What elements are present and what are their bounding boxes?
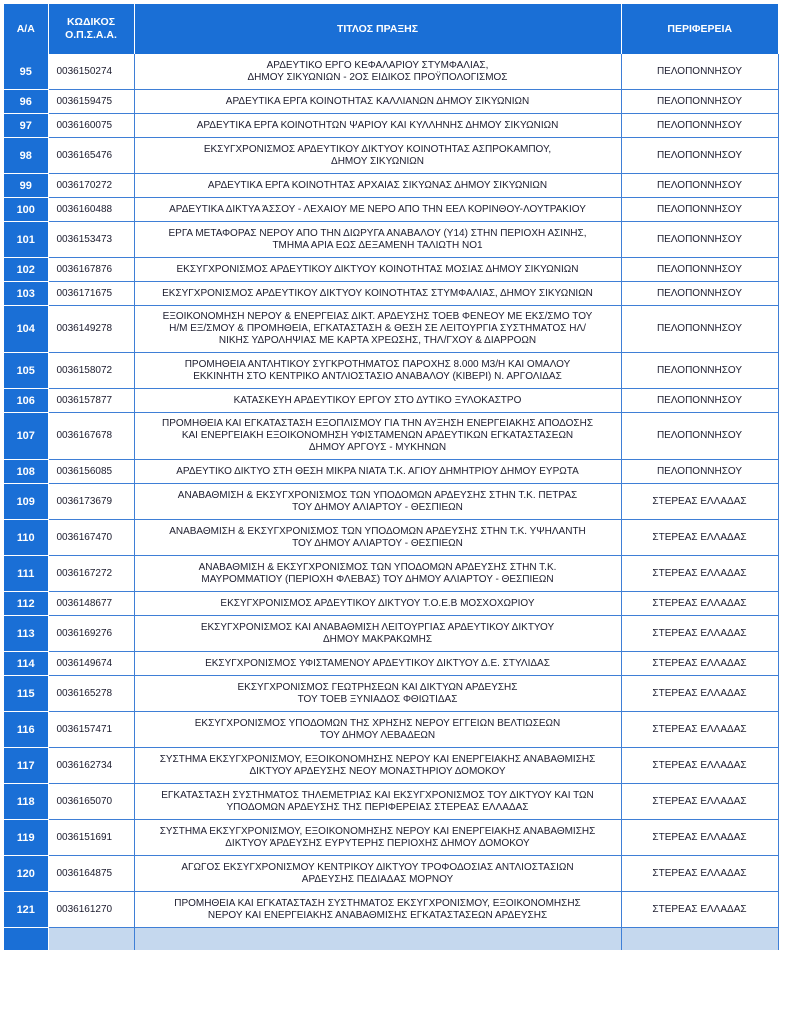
row-number: 109: [4, 484, 48, 520]
table-row: [4, 652, 778, 676]
row-title-line: ΑΡΔΕΥΣΗΣ ΠΕΔΙΑΔΑΣ ΜΟΡΝΟΥ: [301, 873, 454, 885]
row-region: ΣΤΕΡΕΑΣ ΕΛΛΑΔΑΣ: [621, 676, 778, 712]
row-title: [134, 389, 621, 413]
row-number: 99: [4, 174, 48, 198]
row-title: [134, 222, 621, 258]
row-title: [134, 520, 621, 556]
row-title-line: ΔΗΜΟΥ ΜΑΚΡΑΚΩΜΗΣ: [322, 633, 433, 645]
row-code: 0036157471: [48, 712, 134, 748]
row-title: [134, 90, 621, 114]
row-title-line: ΔΗΜΟΥ ΣΙΚΥΩΝΙΩΝ: [331, 155, 424, 167]
row-title: [134, 652, 621, 676]
table-row: [4, 114, 778, 138]
row-title-line: ΕΚΣΥΓΧΡΟΝΙΣΜΟΣ ΑΡΔΕΥΤΙΚΟΥ ΔΙΚΤΥΟΥ ΚΟΙΝΟΤΗΤΑΣ ΑΣΠΡΟΚΑΜΠΟΥ,: [203, 143, 552, 155]
table-row: [4, 222, 778, 258]
row-number: 105: [4, 353, 48, 389]
row-code: 0036159475: [48, 90, 134, 114]
row-title-line: ΑΡΔΕΥΤΙΚΑ ΕΡΓΑ ΚΟΙΝΟΤΗΤΩΝ ΨΑΡΙΟΥ ΚΑΙ ΚΥΛΛΗΝΗΣ ΔΗΜΟΥ ΣΙΚΥΩΝΙΩΝ: [196, 119, 559, 131]
row-title-line: ΕΡΓΑ ΜΕΤΑΦΟΡΑΣ ΝΕΡΟΥ ΑΠΟ ΤΗΝ ΔΙΩΡΥΓΑ ΑΝΑΒΑΛΟΥ (Y14) ΣΤΗΝ ΠΕΡΙΟΧΗ ΑΣΙΝΗΣ,: [168, 227, 587, 239]
header-code: [48, 4, 134, 54]
row-title: [134, 460, 621, 484]
row-title-line: ΕΚΚΙΝΗΤΗ ΣΤΟ ΚΕΝΤΡΙΚΟ ΑΝΤΛΙΟΣΤΑΣΙΟ ΑΝΑΒΑΛΟΥ (ΚΙΒΕΡΙ) Ν. ΑΡΓΟΛΙΔΑΣ: [193, 370, 562, 382]
row-title-line: ΕΚΣΥΓΧΡΟΝΙΣΜΟΣ ΑΡΔΕΥΤΙΚΟΥ ΔΙΚΤΥΟΥ ΚΟΙΝΟΤΗΤΑΣ ΣΤΥΜΦΑΛΙΑΣ, ΔΗΜΟΥ ΣΙΚΥΩΝΙΩΝ: [162, 287, 593, 299]
row-title: [134, 114, 621, 138]
table-row: [4, 306, 778, 353]
row-code: 0036149278: [48, 306, 134, 353]
row-title: [134, 676, 621, 712]
table-row: [4, 413, 778, 460]
row-number: 101: [4, 222, 48, 258]
row-number: 103: [4, 282, 48, 306]
row-title: [134, 820, 621, 856]
table-row: [4, 712, 778, 748]
row-code: 0036162734: [48, 748, 134, 784]
row-code: 0036157877: [48, 389, 134, 413]
table-row: [4, 748, 778, 784]
row-title-line: ΕΚΣΥΓΧΡΟΝΙΣΜΟΣ ΑΡΔΕΥΤΙΚΟΥ ΔΙΚΤΥΟΥ Τ.Ο.Ε.Β ΜΟΣΧΟΧΩΡΙΟΥ: [220, 597, 535, 609]
row-title-line: ΠΡΟΜΗΘΕΙΑ ΚΑΙ ΕΓΚΑΤΑΣΤΑΣΗ ΣΥΣΤΗΜΑΤΟΣ ΕΚΣΥΓΧΡΟΝΙΣΜΟΥ, ΕΞΟΙΚΟΝΟΜΗΣΗΣ: [174, 897, 581, 909]
row-code: 0036160488: [48, 198, 134, 222]
table-row: [4, 856, 778, 892]
table-row: [4, 282, 778, 306]
row-number: 118: [4, 784, 48, 820]
row-code: 0036164875: [48, 856, 134, 892]
row-title-line: ΔΗΜΟΥ ΑΡΓΟΥΣ - ΜΥΚΗΝΩΝ: [308, 442, 447, 453]
row-title-line: Η/Μ ΕΞ/ΣΜΟΥ & ΠΡΟΜΗΘΕΙΑ, ΕΓΚΑΤΑΣΤΑΣΗ & ΘΕΣΗ ΣΕ ΛΕΙΤΟΥΡΓΙΑ ΣΥΣΤΗΜΑΤΟΣ ΗΛ/: [169, 323, 586, 334]
row-title-line: ΔΙΚΤΥΟΥ ΆΡΔΕΥΣΗΣ ΕΥΡΥΤΕΡΗΣ ΠΕΡΙΟΧΗΣ ΔΗΜΟΥ ΔΟΜΟΚΟΥ: [225, 837, 530, 849]
row-title-line: ΕΚΣΥΓΧΡΟΝΙΣΜΟΣ ΥΦΙΣΤΑΜΕΝΟΥ ΑΡΔΕΥΤΙΚΟΥ ΔΙΚΤΥΟΥ Δ.Ε. ΣΤΥΛΙΔΑΣ: [205, 657, 550, 669]
table-row: [4, 353, 778, 389]
header-code-line1: ΚΩΔΙΚΟΣ: [66, 16, 116, 28]
row-title: [134, 616, 621, 652]
row-title-line: ΑΡΔΕΥΤΙΚΟ ΔΙΚΤΥΟ ΣΤΗ ΘΕΣΗ ΜΙΚΡΑ ΝΙΑΤΑ Τ.Κ. ΑΓΙΟΥ ΔΗΜΗΤΡΙΟΥ ΔΗΜΟΥ ΕΥΡΩΤΑ: [176, 465, 579, 477]
row-title: [134, 892, 621, 928]
row-title-line: ΥΠΟΔΟΜΩΝ ΑΡΔΕΥΣΗΣ ΤΗΣ ΠΕΡΙΦΕΡΕΙΑΣ ΣΤΕΡΕΑΣ ΕΛΛΑΔΑΣ: [226, 801, 529, 813]
header-code-line2: Ο.Π.Σ.Α.Α.: [65, 29, 117, 41]
row-title-line: ΔΗΜΟΥ ΣΙΚΥΩΝΙΩΝ - 2ΟΣ ΕΙΔΙΚΟΣ ΠΡΟΫΠΟΛΟΓΙΣΜΟΣ: [247, 71, 508, 83]
table-row: [4, 556, 778, 592]
table-row: [4, 484, 778, 520]
table-footer-row: [4, 928, 778, 951]
row-title-line: ΤΟΥ ΔΗΜΟΥ ΑΛΙΑΡΤΟΥ - ΘΕΣΠΙΕΩΝ: [292, 537, 463, 549]
row-number: 95: [4, 54, 48, 90]
table-row: [4, 258, 778, 282]
row-code: 0036169276: [48, 616, 134, 652]
row-region: ΣΤΕΡΕΑΣ ΕΛΛΑΔΑΣ: [621, 652, 778, 676]
row-code: 0036148677: [48, 592, 134, 616]
row-region: ΠΕΛΟΠΟΝΝΗΣΟΥ: [621, 90, 778, 114]
row-title-line: ΜΑΥΡΟΜΜΑΤΙΟΥ (ΠΕΡΙΟΧΗ ΦΛΕΒΑΣ) ΤΟΥ ΔΗΜΟΥ ΑΛΙΑΡΤΟΥ - ΘΕΣΠΙΕΩΝ: [201, 573, 554, 585]
row-code: 0036167272: [48, 556, 134, 592]
row-number: 108: [4, 460, 48, 484]
row-title: [134, 748, 621, 784]
table-row: [4, 592, 778, 616]
row-title: [134, 413, 621, 460]
row-title-line: ΕΚΣΥΓΧΡΟΝΙΣΜΟΣ ΥΠΟΔΟΜΩΝ ΤΗΣ ΧΡΗΣΗΣ ΝΕΡΟΥ ΕΓΓΕΙΩΝ ΒΕΛΤΙΩΣΕΩΝ: [194, 717, 561, 729]
row-code: 0036170272: [48, 174, 134, 198]
row-number: 119: [4, 820, 48, 856]
row-region: ΣΤΕΡΕΑΣ ΕΛΛΑΔΑΣ: [621, 556, 778, 592]
row-number: 106: [4, 389, 48, 413]
row-number: 111: [4, 556, 48, 592]
row-title-line: ΝΙΚΗΣ ΥΔΡΟΛΗΨΙΑΣ ΜΕ ΚΑΡΤΑ ΧΡΕΩΣΗΣ, ΤΗΛ/ΓΧΟΥ & ΔΙΑΡΡΟΩΝ: [218, 335, 537, 346]
row-title-line: ΝΕΡΟΥ ΚΑΙ ΕΝΕΡΓΕΙΑΚΗΣ ΑΝΑΒΑΘΜΙΣΗΣ ΕΓΚΑΤΑΣΤΑΣΕΩΝ ΑΡΔΕΥΣΗΣ: [207, 909, 548, 921]
row-code: 0036153473: [48, 222, 134, 258]
row-title: [134, 592, 621, 616]
row-number: 96: [4, 90, 48, 114]
table-row: [4, 784, 778, 820]
row-title-line: ΚΑΙ ΕΝΕΡΓΕΙΑΚΗ ΕΞΟΙΚΟΝΟΜΗΣΗ ΥΦΙΣΤΑΜΕΝΩΝ ΑΡΔΕΥΤΙΚΩΝ ΕΓΚΑΤΑΣΤΑΣΕΩΝ: [181, 430, 574, 441]
row-title-line: ΑΡΔΕΥΤΙΚΟ ΕΡΓΟ ΚΕΦΑΛΑΡΙΟΥ ΣΤΥΜΦΑΛΙΑΣ,: [266, 59, 489, 71]
footer-cell: [621, 928, 778, 951]
row-region: ΠΕΛΟΠΟΝΝΗΣΟΥ: [621, 222, 778, 258]
projects-table-container: [4, 4, 778, 950]
header-region: ΠΕΡΙΦΕΡΕΙΑ: [621, 4, 778, 54]
row-title-line: ΠΡΟΜΗΘΕΙΑ ΑΝΤΛΗΤΙΚΟΥ ΣΥΓΚΡΟΤΗΜΑΤΟΣ ΠΑΡΟΧΗΣ 8.000 Μ3/Η ΚΑΙ ΟΜΑΛΟΥ: [184, 358, 571, 370]
row-region: ΣΤΕΡΕΑΣ ΕΛΛΑΔΑΣ: [621, 616, 778, 652]
header-title: ΤΙΤΛΟΣ ΠΡΑΞΗΣ: [134, 4, 621, 54]
row-code: 0036161270: [48, 892, 134, 928]
row-title-line: ΤΟΥ ΔΗΜΟΥ ΛΕΒΑΔΕΩΝ: [319, 729, 436, 741]
row-region: ΠΕΛΟΠΟΝΝΗΣΟΥ: [621, 54, 778, 90]
row-region: ΠΕΛΟΠΟΝΝΗΣΟΥ: [621, 282, 778, 306]
table-row: [4, 616, 778, 652]
header-aa: Α/Α: [4, 4, 48, 54]
row-number: 104: [4, 306, 48, 353]
row-number: 98: [4, 138, 48, 174]
row-code: 0036165278: [48, 676, 134, 712]
row-region: ΣΤΕΡΕΑΣ ΕΛΛΑΔΑΣ: [621, 856, 778, 892]
row-title: [134, 198, 621, 222]
row-title-line: ΑΓΩΓΟΣ ΕΚΣΥΓΧΡΟΝΙΣΜΟΥ ΚΕΝΤΡΙΚΟΥ ΔΙΚΤΥΟΥ ΤΡΟΦΟΔΟΣΙΑΣ ΑΝΤΛΙΟΣΤΑΣΙΩΝ: [181, 861, 574, 873]
row-code: 0036151691: [48, 820, 134, 856]
row-title: [134, 353, 621, 389]
row-title-line: ΕΚΣΥΓΧΡΟΝΙΣΜΟΣ ΑΡΔΕΥΤΙΚΟΥ ΔΙΚΤΥΟΥ ΚΟΙΝΟΤΗΤΑΣ ΜΟΣΙΑΣ ΔΗΜΟΥ ΣΙΚΥΩΝΙΩΝ: [176, 263, 579, 275]
projects-table: [4, 4, 779, 950]
row-region: ΣΤΕΡΕΑΣ ΕΛΛΑΔΑΣ: [621, 712, 778, 748]
row-region: ΠΕΛΟΠΟΝΝΗΣΟΥ: [621, 460, 778, 484]
row-code: 0036171675: [48, 282, 134, 306]
table-row: [4, 460, 778, 484]
row-code: 0036165476: [48, 138, 134, 174]
row-code: 0036165070: [48, 784, 134, 820]
row-number: 112: [4, 592, 48, 616]
row-code: 0036158072: [48, 353, 134, 389]
row-number: 117: [4, 748, 48, 784]
row-title-line: ΑΡΔΕΥΤΙΚΑ ΕΡΓΑ ΚΟΙΝΟΤΗΤΑΣ ΑΡΧΑΙΑΣ ΣΙΚΥΩΝΑΣ ΔΗΜΟΥ ΣΙΚΥΩΝΙΩΝ: [207, 179, 548, 191]
row-title: [134, 54, 621, 90]
row-number: 120: [4, 856, 48, 892]
footer-cell: [4, 928, 48, 951]
row-region: ΠΕΛΟΠΟΝΝΗΣΟΥ: [621, 413, 778, 460]
row-title-line: ΔΙΚΤΥΟΥ ΑΡΔΕΥΣΗΣ ΝΕΟΥ ΜΟΝΑΣΤΗΡΙΟΥ ΔΟΜΟΚΟΥ: [249, 765, 506, 777]
row-title: [134, 556, 621, 592]
row-region: ΠΕΛΟΠΟΝΝΗΣΟΥ: [621, 198, 778, 222]
row-number: 100: [4, 198, 48, 222]
row-region: ΠΕΛΟΠΟΝΝΗΣΟΥ: [621, 258, 778, 282]
row-title-line: ΑΡΔΕΥΤΙΚΑ ΕΡΓΑ ΚΟΙΝΟΤΗΤΑΣ ΚΑΛΛΙΑΝΩΝ ΔΗΜΟΥ ΣΙΚΥΩΝΙΩΝ: [225, 95, 530, 107]
row-region: ΣΤΕΡΕΑΣ ΕΛΛΑΔΑΣ: [621, 892, 778, 928]
row-title: [134, 258, 621, 282]
row-title-line: ΕΓΚΑΤΑΣΤΑΣΗ ΣΥΣΤΗΜΑΤΟΣ ΤΗΛΕΜΕΤΡΙΑΣ ΚΑΙ ΕΚΣΥΓΧΡΟΝΙΣΜΟΣ ΤΟΥ ΔΙΚΤΥΟΥ ΚΑΙ ΤΩΝ: [161, 789, 594, 801]
row-code: 0036167470: [48, 520, 134, 556]
row-title-line: ΑΝΑΒΑΘΜΙΣΗ & ΕΚΣΥΓΧΡΟΝΙΣΜΟΣ ΤΩΝ ΥΠΟΔΟΜΩΝ ΑΡΔΕΥΣΗΣ ΣΤΗΝ Τ.Κ. ΥΨΗΛΑΝΤΗ: [169, 525, 586, 537]
row-number: 115: [4, 676, 48, 712]
row-code: 0036150274: [48, 54, 134, 90]
row-title-line: ΠΡΟΜΗΘΕΙΑ ΚΑΙ ΕΓΚΑΤΑΣΤΑΣΗ ΕΞΟΠΛΙΣΜΟΥ ΓΙΑ ΤΗΝ ΑΥΞΗΣΗ ΕΝΕΡΓΕΙΑΚΗΣ ΑΠΟΔΟΣΗΣ: [161, 418, 594, 429]
row-title: [134, 712, 621, 748]
row-title-line: ΤΜΗΜΑ ΑΡΙΑ ΕΩΣ ΔΕΞΑΜΕΝΗ ΤΑΛΙΩΤΗ ΝΟ1: [272, 239, 483, 251]
row-title: [134, 138, 621, 174]
row-number: 102: [4, 258, 48, 282]
row-title-line: ΑΡΔΕΥΤΙΚΑ ΔΙΚΤΥΑ ΆΣΣΟΥ - ΛΕΧΑΙΟΥ ΜΕ ΝΕΡΟ ΑΠΟ ΤΗΝ ΕΕΛ ΚΟΡΙΝΘΟΥ-ΛΟΥΤΡΑΚΙΟΥ: [169, 203, 586, 215]
row-number: 107: [4, 413, 48, 460]
row-title-line: ΑΝΑΒΑΘΜΙΣΗ & ΕΚΣΥΓΧΡΟΝΙΣΜΟΣ ΤΩΝ ΥΠΟΔΟΜΩΝ ΑΡΔΕΥΣΗΣ ΣΤΗΝ Τ.Κ. ΠΕΤΡΑΣ: [177, 489, 578, 501]
table-row: [4, 820, 778, 856]
table-row: [4, 676, 778, 712]
row-title-line: ΕΞΟΙΚΟΝΟΜΗΣΗ ΝΕΡΟΥ & ΕΝΕΡΓΕΙΑΣ ΔΙΚΤ. ΑΡΔΕΥΣΗΣ ΤΟΕΒ ΦΕΝΕΟΥ ΜΕ ΕΚΣ/ΣΜΟ ΤΟΥ: [162, 311, 593, 322]
table-row: [4, 198, 778, 222]
row-number: 121: [4, 892, 48, 928]
footer-cell: [134, 928, 621, 951]
row-title: [134, 484, 621, 520]
table-row: [4, 520, 778, 556]
row-code: 0036173679: [48, 484, 134, 520]
table-row: [4, 389, 778, 413]
row-number: 116: [4, 712, 48, 748]
row-title-line: ΕΚΣΥΓΧΡΟΝΙΣΜΟΣ ΚΑΙ ΑΝΑΒΑΘΜΙΣΗ ΛΕΙΤΟΥΡΓΙΑΣ ΑΡΔΕΥΤΙΚΟΥ ΔΙΚΤΥΟΥ: [200, 621, 555, 633]
row-region: ΠΕΛΟΠΟΝΝΗΣΟΥ: [621, 389, 778, 413]
row-number: 97: [4, 114, 48, 138]
row-code: 0036167876: [48, 258, 134, 282]
row-title-line: ΕΚΣΥΓΧΡΟΝΙΣΜΟΣ ΓΕΩΤΡΗΣΕΩΝ ΚΑΙ ΔΙΚΤΥΩΝ ΑΡΔΕΥΣΗΣ: [237, 681, 518, 693]
row-title: [134, 784, 621, 820]
table-row: [4, 90, 778, 114]
row-region: ΣΤΕΡΕΑΣ ΕΛΛΑΔΑΣ: [621, 784, 778, 820]
row-region: ΣΤΕΡΕΑΣ ΕΛΛΑΔΑΣ: [621, 484, 778, 520]
row-title-line: ΤΟΥ ΤΟΕΒ ΞΥΝΙΑΔΟΣ ΦΘΙΩΤΙΔΑΣ: [297, 693, 458, 705]
table-row: [4, 892, 778, 928]
row-title-line: ΚΑΤΑΣΚΕΥΗ ΑΡΔΕΥΤΙΚΟΥ ΕΡΓΟΥ ΣΤΟ ΔΥΤΙΚΟ ΞΥΛΟΚΑΣΤΡΟ: [233, 394, 522, 406]
table-row: [4, 174, 778, 198]
table-body: [4, 54, 778, 950]
footer-cell: [48, 928, 134, 951]
row-title-line: ΣΥΣΤΗΜΑ ΕΚΣΥΓΧΡΟΝΙΣΜΟΥ, ΕΞΟΙΚΟΝΟΜΗΣΗΣ ΝΕΡΟΥ ΚΑΙ ΕΝΕΡΓΕΙΑΚΗΣ ΑΝΑΒΑΘΜΙΣΗΣ: [159, 753, 596, 765]
row-title-line: ΤΟΥ ΔΗΜΟΥ ΑΛΙΑΡΤΟΥ - ΘΕΣΠΙΕΩΝ: [292, 501, 463, 513]
row-region: ΠΕΛΟΠΟΝΝΗΣΟΥ: [621, 306, 778, 353]
row-code: 0036167678: [48, 413, 134, 460]
row-number: 114: [4, 652, 48, 676]
row-region: ΠΕΛΟΠΟΝΝΗΣΟΥ: [621, 353, 778, 389]
row-code: 0036149674: [48, 652, 134, 676]
row-title: [134, 856, 621, 892]
table-row: [4, 138, 778, 174]
row-title: [134, 282, 621, 306]
row-code: 0036160075: [48, 114, 134, 138]
row-region: ΣΤΕΡΕΑΣ ΕΛΛΑΔΑΣ: [621, 820, 778, 856]
row-title: [134, 174, 621, 198]
row-code: 0036156085: [48, 460, 134, 484]
row-region: ΣΤΕΡΕΑΣ ΕΛΛΑΔΑΣ: [621, 520, 778, 556]
row-region: ΣΤΕΡΕΑΣ ΕΛΛΑΔΑΣ: [621, 748, 778, 784]
row-number: 113: [4, 616, 48, 652]
row-region: ΠΕΛΟΠΟΝΝΗΣΟΥ: [621, 114, 778, 138]
row-number: 110: [4, 520, 48, 556]
row-title: [134, 306, 621, 353]
row-region: ΠΕΛΟΠΟΝΝΗΣΟΥ: [621, 174, 778, 198]
row-title-line: ΑΝΑΒΑΘΜΙΣΗ & ΕΚΣΥΓΧΡΟΝΙΣΜΟΣ ΤΩΝ ΥΠΟΔΟΜΩΝ ΑΡΔΕΥΣΗΣ ΣΤΗΝ Τ.Κ.: [198, 561, 557, 573]
table-row: [4, 54, 778, 90]
row-region: ΠΕΛΟΠΟΝΝΗΣΟΥ: [621, 138, 778, 174]
row-title-line: ΣΥΣΤΗΜΑ ΕΚΣΥΓΧΡΟΝΙΣΜΟΥ, ΕΞΟΙΚΟΝΟΜΗΣΗΣ ΝΕΡΟΥ ΚΑΙ ΕΝΕΡΓΕΙΑΚΗΣ ΑΝΑΒΑΘΜΙΣΗΣ: [159, 825, 596, 837]
row-region: ΣΤΕΡΕΑΣ ΕΛΛΑΔΑΣ: [621, 592, 778, 616]
table-header: [4, 4, 778, 54]
